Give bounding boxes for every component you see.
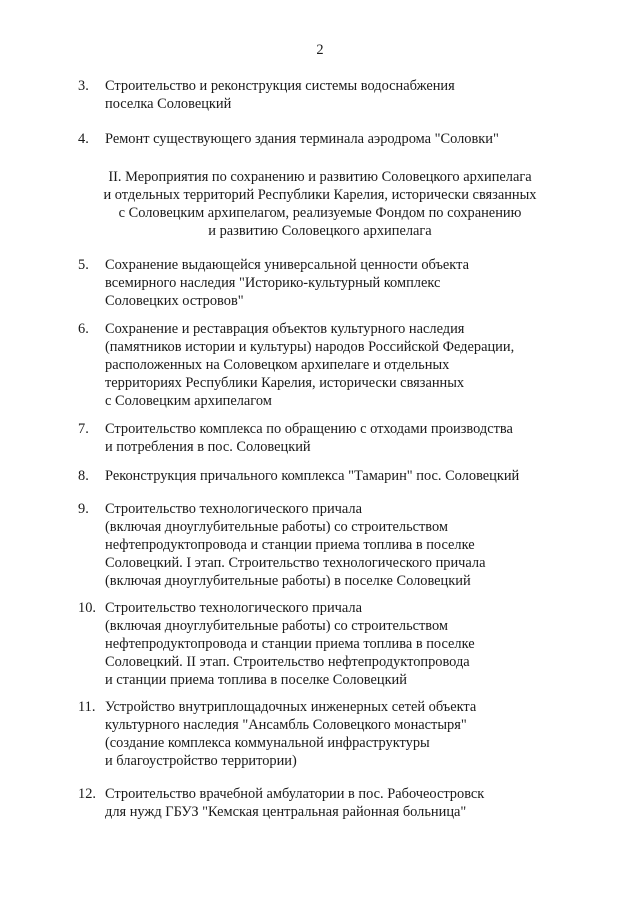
section-heading — [60, 168, 580, 240]
item-text-line: (памятников истории и культуры) народов Российской Федерации, — [105, 339, 515, 355]
item-text-line: (включая дноуглубительные работы) в поселке Соловецкий — [105, 573, 471, 589]
item-number: 12. — [78, 786, 96, 802]
item-text-line: (включая дноуглубительные работы) со строительством — [105, 519, 449, 535]
list-item-7 — [78, 420, 558, 456]
list-item-10 — [78, 599, 558, 689]
list-item-12 — [78, 785, 558, 821]
section-heading-line: II. Мероприятия по сохранению и развитию Соловецкого архипелага — [108, 169, 532, 185]
item-text-line: для нужд ГБУЗ "Кемская центральная районная больница" — [105, 804, 467, 820]
item-number: 9. — [78, 501, 89, 517]
section-heading-line: и развитию Соловецкого архипелага — [208, 223, 432, 239]
item-text-line: всемирного наследия "Историко-культурный комплекс — [105, 275, 441, 291]
item-text-line: культурного наследия "Ансамбль Соловецкого монастыря" — [105, 717, 467, 733]
item-text-line: Ремонт существующего здания терминала аэродрома "Соловки" — [105, 131, 499, 147]
item-text-line: Устройство внутриплощадочных инженерных сетей объекта — [105, 699, 477, 715]
item-text-line: (создание комплекса коммунальной инфраструктуры — [105, 735, 430, 751]
list-item-5 — [78, 256, 558, 310]
item-text-line: (включая дноуглубительные работы) со строительством — [105, 618, 449, 634]
item-text-line: Реконструкция причального комплекса "Тамарин" пос. Соловецкий — [105, 468, 520, 484]
item-text-line: территориях Республики Карелия, исторически связанных — [105, 375, 465, 391]
item-text-line: Строительство технологического причала — [105, 600, 362, 616]
item-text-line: расположенных на Соловецком архипелаге и отдельных — [105, 357, 450, 373]
section-heading-line: и отдельных территорий Республики Карелия, исторически связанных — [103, 187, 537, 203]
list-item-3 — [78, 77, 558, 113]
item-text-line: Соловецкий. I этап. Строительство технологического причала — [105, 555, 486, 571]
item-text-line: нефтепродуктопровода и станции приема топлива в поселке — [105, 537, 475, 553]
item-number: 3. — [78, 78, 89, 94]
item-number: 7. — [78, 421, 89, 437]
item-number: 10. — [78, 600, 96, 616]
section-heading-line: с Соловецким архипелагом, реализуемые Фондом по сохранению — [118, 205, 522, 221]
item-text-line: Соловецкий. II этап. Строительство нефтепродуктопровода — [105, 654, 470, 670]
item-number: 11. — [78, 699, 96, 715]
item-text-line: и станции приема топлива в поселке Соловецкий — [105, 672, 407, 688]
item-number: 4. — [78, 131, 89, 147]
item-text-line: Строительство врачебной амбулатории в пос. Рабочеостровск — [105, 786, 485, 802]
item-text-line: Соловецких островов" — [105, 293, 244, 309]
item-text-line: Строительство и реконструкция системы водоснабжения — [105, 78, 455, 94]
list-item-8 — [78, 467, 558, 485]
item-text-line: и благоустройство территории) — [105, 753, 297, 769]
item-text-line: Строительство технологического причала — [105, 501, 362, 517]
page-number: 2 — [316, 42, 324, 58]
item-text-line: Сохранение и реставрация объектов культурного наследия — [105, 321, 465, 337]
list-item-11 — [78, 698, 558, 770]
item-text-line: Сохранение выдающейся универсальной ценности объекта — [105, 257, 469, 273]
item-text-line: и потребления в пос. Соловецкий — [105, 439, 311, 455]
list-item-6 — [78, 320, 558, 410]
list-item-4 — [78, 130, 558, 148]
list-item-9 — [78, 500, 558, 590]
item-number: 6. — [78, 321, 89, 337]
item-number: 8. — [78, 468, 89, 484]
item-text-line: с Соловецким архипелагом — [105, 393, 272, 409]
item-text-line: поселка Соловецкий — [105, 96, 232, 112]
item-text-line: нефтепродуктопровода и станции приема топлива в поселке — [105, 636, 475, 652]
item-number: 5. — [78, 257, 89, 273]
item-text-line: Строительство комплекса по обращению с отходами производства — [105, 421, 513, 437]
